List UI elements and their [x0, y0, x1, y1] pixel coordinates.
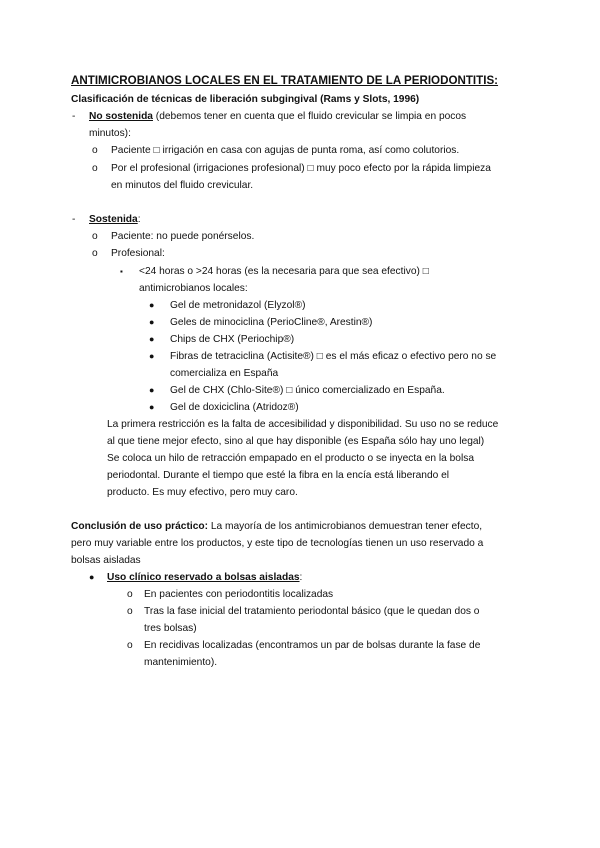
document-subtitle: Clasificación de técnicas de liberación subgingival (Rams y Slots, 1996) [71, 94, 420, 105]
conclusion-text-cont: pero muy variable entre los productos, y este tipo de tecnologías tienen un uso reservado a [71, 538, 484, 549]
list-item-paciente-irrigacion: Paciente □ irrigación en casa con agujas de punta roma, así como colutorios. [111, 145, 460, 156]
list-item-recidivas: En recidivas localizadas (encontramos un par de bolsas durante la fase de [144, 640, 481, 651]
conclusion-text-cont: bolsas aisladas [71, 555, 141, 566]
list-item-horas: <24 horas o >24 horas (es la necesaria para que sea efectivo) □ [139, 266, 429, 277]
product-doxiciclina: Gel de doxiciclina (Atridoz®) [170, 402, 299, 413]
no-sostenida-label: No sostenida [89, 111, 153, 122]
bullet-marker: ● [149, 402, 155, 412]
circle-marker: o [92, 145, 98, 156]
bullet-marker: ● [149, 334, 155, 344]
list-item-fase-inicial-cont: tres bolsas) [144, 623, 197, 634]
no-sostenida-line [89, 108, 466, 125]
list-item-profesional-irrigacion-cont: en minutos del fluido crevicular. [111, 180, 254, 191]
circle-marker: o [127, 606, 133, 617]
sostenida-heading [89, 211, 141, 228]
paragraph-line: periodontal. Durante el tiempo que esté la fibra en la encía está liberando el [107, 470, 450, 481]
conclusion-text: La mayoría de los antimicrobianos demuestran tener efecto, [207, 521, 483, 532]
no-sostenida-text: (debemos tener en cuenta que el fluido crevicular se limpia en pocos [152, 111, 467, 122]
circle-marker: o [92, 163, 98, 174]
product-tetraciclina: Fibras de tetraciclina (Actisite®) □ es el más eficaz o efectivo pero no se [170, 351, 497, 362]
conclusion-line [71, 518, 482, 535]
product-metronidazol: Gel de metronidazol (Elyzol®) [170, 300, 306, 311]
dash-marker: - [72, 214, 76, 225]
list-item-horas-cont: antimicrobianos locales: [139, 283, 248, 294]
circle-marker: o [92, 231, 98, 242]
circle-marker: o [127, 589, 133, 600]
list-item-profesional-irrigacion: Por el profesional (irrigaciones profesional) □ muy poco efecto por la rápida limpieza [111, 163, 491, 174]
dash-marker: - [72, 111, 76, 122]
conclusion-label: Conclusión de uso práctico: [71, 521, 208, 532]
circle-marker: o [92, 248, 98, 259]
uso-clinico-label: Uso clínico reservado a bolsas aisladas [107, 572, 300, 583]
list-item-recidivas-cont: mantenimiento). [144, 657, 218, 668]
bullet-marker: ● [149, 385, 155, 395]
list-item-paciente: Paciente: no puede ponérselos. [111, 231, 255, 242]
bullet-marker: ● [149, 351, 155, 361]
product-chx-gel: Gel de CHX (Chlo-Site®) □ único comercializado en España. [170, 385, 445, 396]
paragraph-line: producto. Es muy efectivo, pero muy caro. [107, 487, 298, 498]
paragraph-line: al que tiene mejor efecto, sino al que hay disponible (es España sólo hay uno legal) [107, 436, 485, 447]
paragraph-line: La primera restricción es la falta de accesibilidad y disponibilidad. Su uso no se reduce [107, 419, 499, 430]
paragraph-line: Se coloca un hilo de retracción empapado en el producto o se inyecta en la bolsa [107, 453, 474, 464]
sostenida-label: Sostenida [89, 214, 138, 225]
no-sostenida-text-cont: minutos): [89, 128, 131, 139]
uso-clinico-colon: : [299, 572, 303, 583]
circle-marker: o [127, 640, 133, 651]
product-minociclina: Geles de minociclina (PerioCline®, Arestin®) [170, 317, 373, 328]
product-chx-chips: Chips de CHX (Periochip®) [170, 334, 295, 345]
bullet-marker: ● [149, 300, 155, 310]
uso-clinico-heading [107, 569, 302, 586]
product-tetraciclina-cont: comercializa en España [170, 368, 279, 379]
bullet-marker: ● [89, 572, 95, 582]
square-marker: ▪ [120, 267, 123, 276]
list-item-periodontitis: En pacientes con periodontitis localizadas [144, 589, 334, 600]
list-item-fase-inicial: Tras la fase inicial del tratamiento periodontal básico (que le quedan dos o [144, 606, 480, 617]
bullet-marker: ● [149, 317, 155, 327]
sostenida-colon: : [137, 214, 141, 225]
list-item-profesional: Profesional: [111, 248, 165, 259]
document-title: ANTIMICROBIANOS LOCALES EN EL TRATAMIENTO DE LA PERIODONTITIS: [71, 74, 499, 87]
